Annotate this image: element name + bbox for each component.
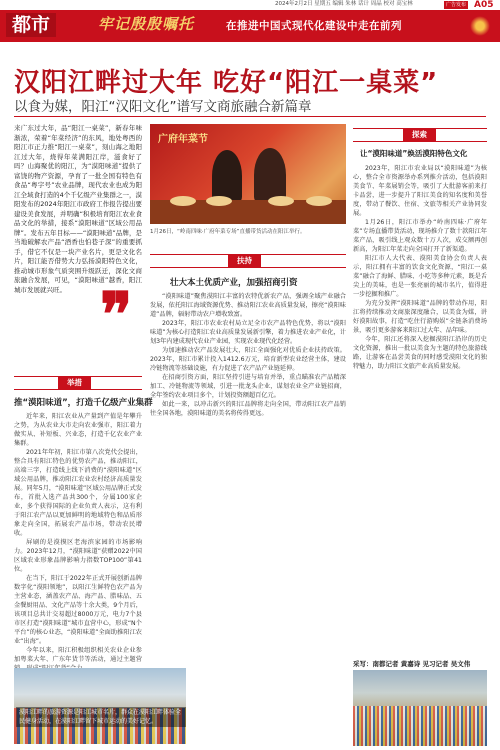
section-body (14, 412, 142, 662)
paragraph: 在招商引资方面，阳江坚持引进与培育并举，重点瞄准农产品精深加工、冷链物流等领域，引进一批龙头企业，谋划农业全产业链招商，全年签约农业项目多个，计划投资额超百亿元。 (150, 374, 346, 399)
photo-caption: 1月26日，“岭南四味·广府年菜专场”直播带货活动在阳江举行。 (150, 229, 306, 235)
dish (268, 196, 294, 206)
paragraph: 如此一来，以冲击新兴的阳江品牌将走向全国，带动阳江农产品销往全国各地，漠阳味道的美名将传得更远。 (150, 401, 346, 417)
host-figure (212, 150, 242, 202)
quote-mark-icon: ❞ (100, 280, 133, 350)
paragraph: “漠阳味道”聚焦漠阳江丰富的农特优新农产品，强调全域产业融合发展，依托阳江海域资源优势、推动阳江农业高质量发展，擦亮“漠阳味道”品牌，辐射带动农户增收致富。 (150, 293, 346, 318)
paragraph: 今年以来，阳江积极组织相关农业企业参加粤菜大年、广东年货节等活动，通过主题营 (14, 647, 142, 663)
dateline: 2024年2月2日 星期五 编辑 朱林 话计 周晶 校对 高宝林 (275, 1, 413, 7)
section-label: 扶持 (228, 254, 261, 268)
photo-banner-text: 广府年菜节 (158, 134, 208, 145)
paragraph: 在当下，阳江于2022年正式开展创新品牌数字化“漠阳领地”，以阳江生鲜特色农产品为主营业态，涵盖农产品、海产品、腊味品、五金餐厨用品、文化产品等十余大类，9个月后，该项目总共计交易超过8000万元，电力7个县市区打造“漠阳味道”城市直营中心，形成“N个平台”的核心业态，“漠阳味道”全面助推阳江农业“出海”。 (14, 575, 142, 645)
livestream-photo (150, 124, 346, 224)
paragraph: 阳江市人大代表、漠阳美食协会负责人表示，阳江拥有丰富的饮食文化资源，“阳江一桌菜”融合了海鲜、腊味、小吃等多种元素，既是舌尖上的美味，也是一张亮丽的城市名片，值得进一步挖掘和推广。 (353, 255, 487, 298)
paragraph: 为加速推动农产品发展壮大，阳江全面强化对优质企业扶持政策。2023年，阳江市累计投入1412.6万元，培育新型农业经营主体，建设冷链物流等基础设施，有力促进了农产品产业链延伸。 (150, 347, 346, 372)
section-header-support (150, 254, 346, 268)
subheadline: 以食为媒，阳江“汉阳文化”谱写文商旅融合新篇章 (14, 99, 312, 115)
section-label: 探索 (403, 128, 436, 142)
photo-caption: 漠阳江畔的旅游资源是阳江城市名片，群众在漠阳江畔体验全民健身活动，在漠阳江畔留下城市运动的美好记忆。 (16, 707, 186, 727)
section-body (353, 164, 487, 654)
ad-tag: 广告发布 (446, 2, 467, 8)
section-title: 推“漠阳味道”，打造千亿级产业集群 (14, 398, 153, 408)
slogan-subtitle: 在推进中国式现代化建设中走在前列 (226, 20, 402, 32)
paragraph: 2023年，阳江市农业局以“漠阳味道”为核心，整合全市资源举办系列推介活动，包括漠阳美食节、年菜展销会等，吸引了大批游客前来打卡品尝，进一步提升了阳江美食的知名度和美誉度，带动了餐饮、住宿、文旅等相关产业协同发展。 (353, 165, 487, 217)
section-header-measures (14, 376, 142, 390)
section-body (150, 292, 346, 418)
page-number: A05 (474, 0, 494, 10)
paragraph: 2023年，阳江市农业农村局立足全市农产品特色优势，将以“漠阳味道”为核心打造阳江农业高质量发展新引擎，着力推进农业产业化，计划3年内建成现代农业产业园，实现农业现代化经营。 (150, 320, 346, 345)
masthead (0, 0, 500, 42)
paragraph: 1月26日，阳江市举办“岭南四味·广府年菜”专场直播带货活动，现场推介了数十款阳江年菜产品，吸引线上观众数十万人次，成交额再创新高，为阳江年菜走向全国打开了新渠道。 (353, 219, 487, 253)
page-title: 汉阳江畔过大年 吃好“阳江一桌菜” (14, 68, 439, 98)
paragraph: 2021年年初，阳江市第八次党代会提出，整合具有阳江特色的优势农产品，推动阳江，高端三字，打造线上线下消费的“漠阳味道”区域公用品牌，推动阳江农业农村经济高质量发展。同年5月，“漠阳味道”区域公用品牌正式发布，首批入选产品共300个，分属100家企业，多个获得国际的企业负责人表示，这有利于阳江农产品以更加鲜明的地域特色和品质形象走向全国，拓展农产品市场，带动农民增收。 (14, 449, 142, 537)
paragraph: 近年来，阳江农业从产量到产值是年攀升之势，为从农业大市走向农业强市，阳江着力做实从、补短板、兴业态，打造千亿农业产业集群。 (14, 413, 142, 447)
paragraph: 为充分发挥“漠阳味道”品牌的带动作用，阳江将持续推动文商旅深度融合，以美食为媒，讲好漠阳故事，打造“吃住行游购娱”全链条消费场景，吸引更多游客来阳江过大年、品年味。 (353, 300, 487, 334)
paragraph: 屏刷的是漠摸区老海滨家园的市场影响力。2023年12月，“漠阳味道”获赠2022中国区域农业形象品牌影响力指数TOP100”第41位。 (14, 539, 142, 573)
dish (170, 196, 196, 206)
riverside-photo (14, 668, 186, 744)
byline: 采写：南都记者 黄嘉诗 见习记者 吴文伟 (353, 660, 471, 668)
flower-ornament-icon (470, 16, 490, 36)
marathon-photo (353, 670, 487, 746)
runners (353, 706, 487, 746)
section-title: 让“漠阳味道”焕活漠阳特色文化 (360, 149, 468, 158)
paragraph: 今年，阳江还将深入挖掘漠阳江沿岸的历史文化资源，推出一批以美食为主题的特色旅游线路，让游客在品尝美食的同时感受漠阳文化的独特魅力，助力阳江文旅产业高质量发展。 (353, 336, 487, 370)
host-figure (254, 148, 286, 202)
slogan-calligraphy: 牢记殷殷嘱托 (98, 15, 195, 33)
section-title: 壮大本土优质产业，加强招商引资 (170, 278, 298, 288)
lead-paragraph: 来广东过大年，品“阳江一桌菜”，新春年味渐浓，荣着“年菜经济”的东风，地处粤西的阳江市正力推“阳江一桌菜”，刻山海之地阳江过大年，烧得年菜满阳江岸，滋食好了吗？山海聚优的阳江，为“漠阳味道”提供了富饶的物产资源，孕育了一批全国有特色有食品“粤字号”农业品牌，现代农业也成为阳江全域食打造的4个千亿级产业集群之一，漠阳发布的2024年阳江市政府工作报告提出要建设美食发展，并明确“积极培育阳江农业食品文化的举措，接系“漠阳味道”区域公用品牌”。发布五年目标——“漠阳味道”品牌，是当地破解农产品“酒香也怕巷子深”的重要抓手，借它不仅是一块产业名片，更是文化名片，阳江能否借势大力弘扬漠阳特色文化，推动城市形象气质突围升级跃迁，深化文商旅融合发展，可见，“漠阳味道”越香，阳江城市发展就兴旺。 (14, 124, 142, 294)
section-header-explore (353, 128, 487, 142)
section-name: 都市 (6, 13, 56, 37)
dish (206, 196, 232, 206)
dish (306, 196, 332, 206)
divider (14, 116, 486, 117)
section-label: 举措 (58, 376, 91, 390)
